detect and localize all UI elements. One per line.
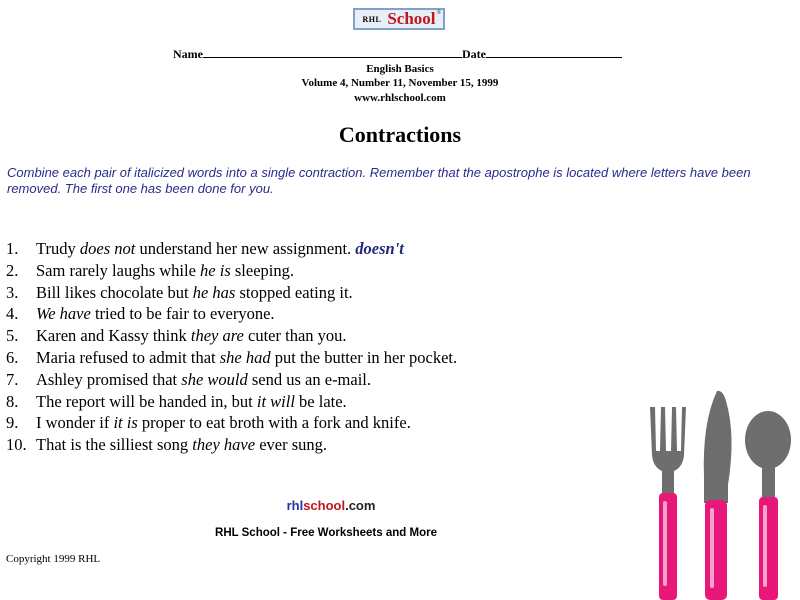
question-text-after: be late.: [294, 391, 347, 411]
question-item: [6, 260, 457, 282]
copyright-text: Copyright 1999 RHL: [6, 553, 101, 565]
question-number: 9.: [6, 413, 19, 433]
question-number: 6.: [6, 347, 19, 367]
question-number: 1.: [6, 239, 19, 258]
logo-trademark: ®: [436, 10, 441, 16]
rhlschool-link[interactable]: [0, 498, 662, 513]
question-number: 10.: [6, 435, 27, 455]
question-item: [6, 412, 457, 434]
knife-icon: [704, 391, 732, 600]
question-item: [6, 369, 457, 391]
italicized-words: it is: [113, 413, 138, 433]
name-date-line: [173, 46, 622, 62]
question-number: 4.: [6, 304, 19, 324]
question-item: [6, 347, 457, 369]
link-part-school: school: [303, 498, 346, 513]
question-text-before: Maria refused to admit that: [36, 347, 220, 367]
question-text-before: Sam rarely laughs while: [36, 260, 201, 280]
italicized-words: she had: [219, 347, 271, 367]
italicized-words: they have: [192, 435, 256, 455]
question-item: [6, 238, 457, 260]
question-number: 3.: [6, 282, 19, 302]
spoon-icon: [745, 411, 791, 600]
question-text-after: ever sung.: [255, 435, 328, 455]
question-text-after: cuter than you.: [243, 326, 347, 346]
question-number: 2.: [6, 260, 19, 280]
question-text-before: Ashley promised that: [36, 369, 182, 389]
fork-knife-spoon-icon: [640, 385, 800, 600]
question-text-after: proper to eat broth with a fork and knife.: [137, 413, 411, 433]
question-item: [6, 434, 457, 456]
name-blank: [203, 46, 462, 58]
rhl-school-logo[interactable]: [353, 8, 445, 30]
date-label: Date: [462, 47, 486, 61]
question-text-after: sleeping.: [230, 260, 295, 280]
page-title: Contractions: [338, 122, 462, 147]
question-number: 8.: [6, 391, 19, 411]
italicized-words: it will: [256, 391, 295, 411]
italicized-words: he is: [200, 260, 231, 280]
italicized-words: We have: [36, 304, 91, 324]
question-item: [6, 303, 457, 325]
fork-icon: [650, 407, 686, 600]
link-part-rhl: rhl: [286, 498, 304, 513]
question-text-after: stopped eating it.: [235, 282, 353, 302]
question-text-before: Bill likes chocolate but: [36, 282, 193, 302]
subject-line: English Basics: [366, 63, 434, 75]
italicized-words: they are: [190, 326, 244, 346]
question-item: [6, 325, 457, 347]
italicized-words: does not: [79, 239, 136, 258]
question-item: [6, 391, 457, 413]
question-text-after: put the butter in her pocket.: [270, 347, 458, 367]
italicized-words: he has: [192, 282, 236, 302]
logo-prefix: RHL: [362, 14, 382, 24]
question-text-before: Trudy: [36, 239, 80, 258]
question-number: 5.: [6, 326, 19, 346]
link-part-com: .com: [345, 498, 376, 513]
question-item: [6, 282, 457, 304]
logo-name: School: [387, 9, 436, 28]
question-text-before: Karen and Kassy think: [36, 326, 191, 346]
instructions-text: Combine each pair of italicized words into a single contraction. Remember that the apostrophe is located where letters have been removed. The first one has been done for you.: [7, 165, 751, 196]
question-text-after: tried to be fair to everyone.: [90, 304, 275, 324]
footer-tagline: RHL School - Free Worksheets and More: [215, 527, 437, 539]
italicized-words: she would: [181, 369, 248, 389]
issue-line: Volume 4, Number 11, November 15, 1999: [301, 77, 499, 89]
date-blank: [486, 46, 622, 58]
question-list: [6, 238, 457, 456]
question-text-before: The report will be handed in, but: [36, 391, 257, 411]
question-text-before: I wonder if: [36, 413, 114, 433]
answer-text: doesn't: [355, 239, 404, 258]
website-line[interactable]: www.rhlschool.com: [354, 92, 446, 104]
question-text-before: That is the silliest song: [36, 435, 193, 455]
question-text-after: understand her new assignment.: [135, 239, 356, 258]
question-text-after: send us an e-mail.: [247, 369, 372, 389]
question-number: 7.: [6, 369, 19, 389]
name-label: Name: [173, 47, 203, 61]
